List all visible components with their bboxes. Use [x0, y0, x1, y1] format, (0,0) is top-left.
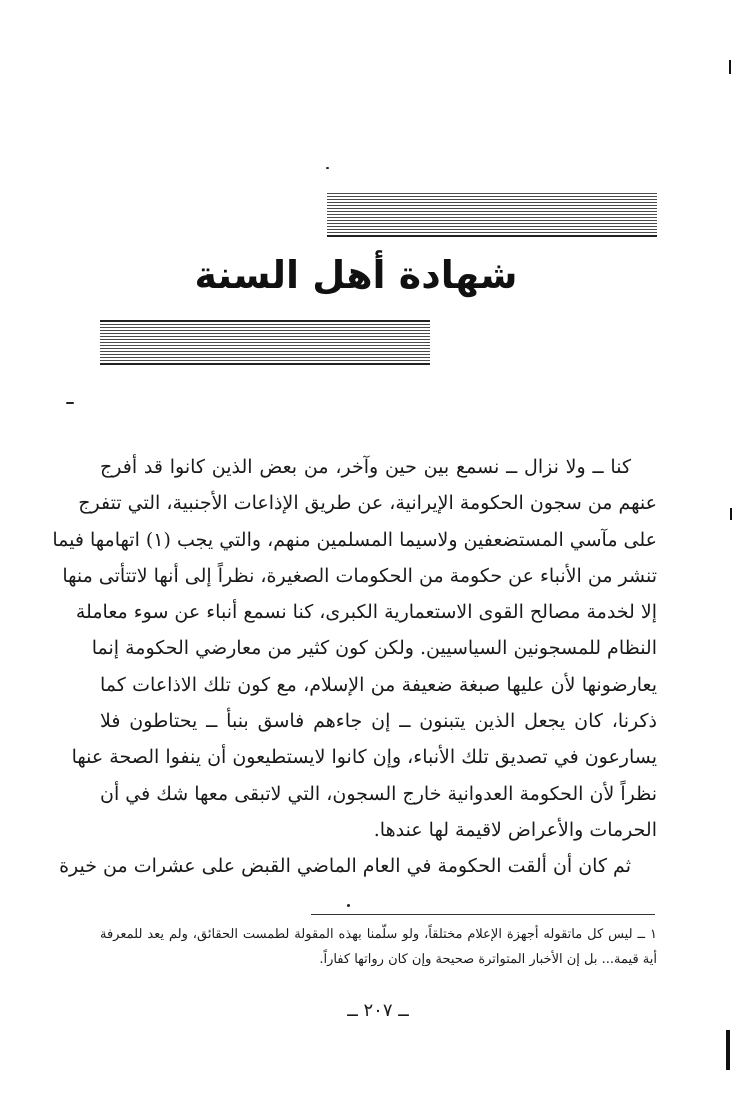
body-line: النظام للمسجونين السياسيين. ولكن كون كثير من معارضي الحكومة إنما — [91, 637, 657, 660]
footnote — [100, 922, 657, 972]
body-line: ثم كان أن ألقت الحكومة في العام الماضي القبض على عشرات من خيرة — [59, 855, 631, 878]
footnote-line: أية قيمة... بل إن الأخبار المتواترة صحيحة وإن كان رواتها كفاراً. — [319, 952, 657, 967]
body-paragraphs — [52, 449, 657, 885]
body-line: تنشر من الأنباء عن حكومة من الحكومات الصغيرة، نظراً إلى أنها لاتتأتى منها — [62, 564, 657, 587]
scan-edge-mark — [730, 508, 732, 520]
body-line: الحرمات والأعراض لاقيمة لها عندها. — [373, 818, 657, 841]
body-line: على مآسي المستضعفين ولاسيما المسلمين منهم، والتي يجب (١) اتهامها فيما — [52, 528, 657, 551]
body-line: يسارعون في تصديق تلك الأنباء، وإن كانوا لايستطيعون أن ينفوا الصحة عنها — [71, 746, 657, 769]
body-line: ذكرنا، كان يجعل الذين يتبنون ــ إن جاءهم فاسق بنبأ ــ يحتاطون فلا — [100, 710, 657, 733]
footnote-line: ١ ــ ليس كل ماتقوله أجهزة الإعلام مختلقاً، ولو سلّمنا بهذه المقولة لطمست الحقائق، ولم يعد للمعرفة — [100, 927, 657, 942]
scan-speck — [347, 904, 350, 907]
body-line: عنهم من سجون الحكومة الإيرانية، عن طريق الإذاعات الأجنبية، التي تتفرج — [78, 492, 657, 515]
footnote-separator — [311, 914, 655, 915]
body-line: إلا لخدمة مصالح القوى الاستعمارية الكبرى، كنا نسمع أنباء عن سوء معاملة — [75, 601, 657, 624]
top-decorative-rules — [327, 193, 657, 239]
bottom-decorative-rules — [100, 320, 430, 367]
body-line: كنا ــ ولا نزال ــ نسمع بين حين وآخر، من بعض الذين كانوا قد أفرج — [100, 456, 631, 478]
body-line: يعارضونها لأن عليها صبغة ضعيفة من الإسلام، مع كون تلك الاذاعات كما — [100, 673, 657, 696]
page-number-text: ــ ٢٠٧ ــ — [347, 1000, 409, 1021]
chapter-title — [0, 253, 736, 297]
page-number — [0, 1000, 736, 1021]
chapter-title-text: شهادة أهل السنة — [194, 253, 518, 297]
scan-speck — [326, 167, 329, 169]
scan-edge-mark — [726, 1030, 730, 1070]
scan-speck — [66, 402, 74, 404]
body-line: نظراً لأن الحكومة العدوانية خارج السجون، التي لاتبقى معها شك في أن — [100, 782, 657, 805]
scan-edge-mark — [729, 60, 731, 74]
